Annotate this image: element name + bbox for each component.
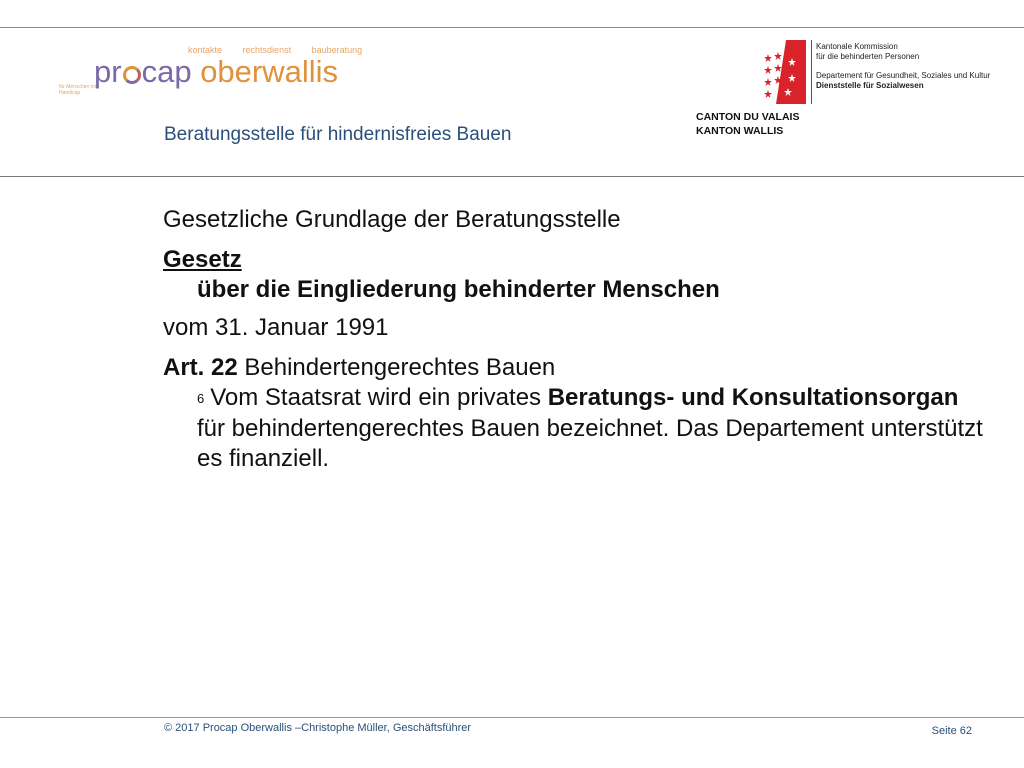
paragraph-bold: Beratungs- und Konsultationsorgan bbox=[547, 384, 959, 411]
content-heading: Gesetzliche Grundlage der Beratungsstelle bbox=[163, 206, 621, 233]
procap-o-icon bbox=[123, 66, 141, 84]
tagline-rechtsdienst: rechtsdienst bbox=[242, 45, 292, 55]
article-label: Art. 22 bbox=[163, 354, 238, 381]
article-heading bbox=[163, 353, 983, 383]
footer-copyright: © 2017 Procap Oberwallis –Christophe Müller, Geschäftsführer bbox=[164, 722, 472, 734]
paragraph-part2: für behindertengerechtes Bauen bezeichnet. Das Departement unterstützt es finanziell. bbox=[197, 415, 983, 472]
procap-wordmark-oberwallis: oberwallis bbox=[200, 54, 339, 89]
procap-logo bbox=[48, 40, 363, 114]
law-subtitle: über die Eingliederung behinderter Menschen bbox=[197, 276, 720, 303]
law-title-text: Gesetz bbox=[163, 246, 242, 273]
canton-department-text bbox=[816, 42, 990, 91]
tagline-kontakte: kontakte bbox=[188, 45, 223, 55]
paragraph-part1: Vom Staatsrat wird ein privates bbox=[210, 384, 548, 411]
law-title bbox=[163, 245, 983, 275]
valais-flag-icon bbox=[762, 40, 806, 104]
procap-wordmark bbox=[94, 54, 338, 90]
footer-divider bbox=[0, 717, 1024, 718]
law-date: vom 31. Januar 1991 bbox=[163, 314, 389, 341]
header-divider bbox=[0, 176, 1024, 177]
procap-wordmark-cap: cap bbox=[141, 54, 192, 89]
header-subtitle: Beratungsstelle für hindernisfreies Bauen bbox=[164, 124, 512, 145]
paragraph-number: 6 bbox=[197, 391, 205, 406]
footer-page-number: Seite 62 bbox=[931, 725, 972, 737]
tagline-bauberatung: bauberatung bbox=[311, 45, 363, 55]
canton-divider bbox=[811, 40, 812, 104]
article-title: Behindertengerechtes Bauen bbox=[237, 354, 556, 381]
slide-content bbox=[163, 205, 983, 474]
procap-wordmark-pr: pr bbox=[94, 54, 122, 89]
canton-name-line2: KANTON WALLIS bbox=[696, 125, 784, 137]
canton-name bbox=[696, 110, 799, 138]
canton-text-line2: für die behinderten Personen bbox=[816, 52, 920, 61]
canton-text-line1: Kantonale Kommission bbox=[816, 42, 898, 51]
procap-small-text: für Menschen mit Handicap bbox=[59, 84, 98, 96]
article-paragraph bbox=[163, 383, 983, 474]
top-divider bbox=[0, 27, 1024, 28]
canton-text-line4: Dienststelle für Sozialwesen bbox=[816, 81, 924, 90]
canton-name-line1: CANTON DU VALAIS bbox=[696, 111, 800, 123]
canton-logo bbox=[690, 38, 990, 143]
canton-text-line3: Departement für Gesundheit, Soziales und Kultur bbox=[816, 71, 991, 80]
